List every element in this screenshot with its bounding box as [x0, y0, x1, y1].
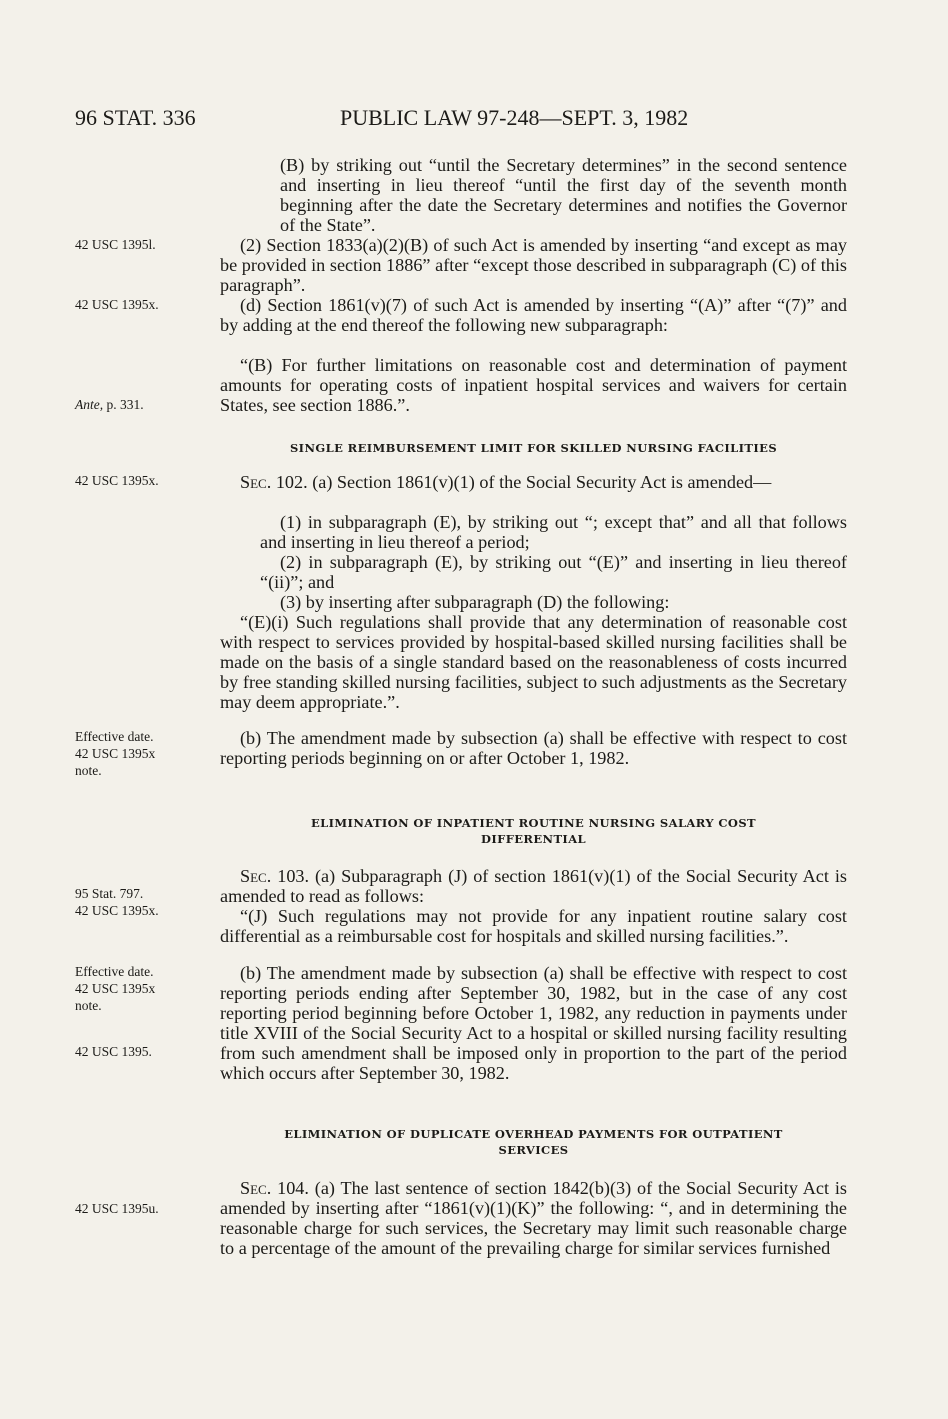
- section-heading-103: ELIMINATION OF INPATIENT ROUTINE NURSING SALARY COST DIFFERENTIAL: [311, 816, 756, 846]
- margin-note-2: 42 USC 1395x.: [75, 297, 159, 312]
- running-head: PUBLIC LAW 97-248—SEPT. 3, 1982: [340, 105, 689, 130]
- margin-note-4: 42 USC 1395x.: [75, 473, 159, 488]
- section-102-item-1: (1) in subparagraph (E), by striking out “; except that” and all that follows and inserting in lieu thereof a period;: [260, 512, 847, 552]
- section-102-item-3: (3) by inserting after subparagraph (D) the following:: [280, 592, 670, 612]
- paragraph-2-section-1833: (2) Section 1833(a)(2)(B) of such Act is amended by inserting “and except as may be provided in section 1886” after “except those described in subparagraph (C) of this paragraph”.: [220, 235, 847, 295]
- margin-note-7: Effective date. 42 USC 1395x note.: [75, 964, 156, 1013]
- margin-note-9: 42 USC 1395u.: [75, 1201, 159, 1216]
- section-102-item-2: (2) in subparagraph (E), by striking out “(E)” and inserting in lieu thereof “(ii)”; and: [260, 552, 847, 592]
- margin-note-8: 42 USC 1395.: [75, 1044, 152, 1059]
- margin-note-1: 42 USC 1395l.: [75, 237, 156, 252]
- section-104-text: Sec. 104. (a) The last sentence of section 1842(b)(3) of the Social Security Act is amended by inserting after “1861(v)(1)(K)” the following: “, and in determining the reasonable charge for such services, the Secretary may limit such reasonable charge to a percentage of the amount of the prevailing charge for similar services furnished: [220, 1178, 847, 1258]
- margin-note-3: Ante, p. 331.: [75, 397, 144, 412]
- section-103-regulation-text: “(J) Such regulations may not provide for any inpatient routine salary cost differential as a reimbursable cost for hospitals and skilled nursing facilities.”.: [220, 906, 847, 946]
- section-heading-104: ELIMINATION OF DUPLICATE OVERHEAD PAYMENTS FOR OUTPATIENT SERVICES: [284, 1127, 783, 1157]
- section-102-effective-date: (b) The amendment made by subsection (a) shall be effective with respect to cost reporting periods beginning on or after October 1, 1982.: [220, 728, 847, 768]
- margin-note-6: 95 Stat. 797. 42 USC 1395x.: [75, 886, 159, 918]
- paragraph-b-striking: (B) by striking out “until the Secretary determines” in the second sentence and inserting in lieu thereof “until the first day of the seventh month beginning after the date the Secretary determines and notifies the Governor of the State”.: [280, 155, 847, 235]
- margin-note-5: Effective date. 42 USC 1395x note.: [75, 729, 156, 778]
- statute-page-number: 96 STAT. 336: [75, 105, 196, 130]
- section-102-intro: Sec. 102. (a) Section 1861(v)(1) of the Social Security Act is amended—: [240, 472, 772, 492]
- section-103-intro: Sec. 103. (a) Subparagraph (J) of section 1861(v)(1) of the Social Security Act is amended to read as follows:: [220, 866, 847, 906]
- section-103-effective-date: (b) The amendment made by subsection (a) shall be effective with respect to cost reporting periods ending after September 30, 1982, but in the case of any cost reporting period beginning before October 1, 1982, any reduction in payments under title XVIII of the Social Security Act to a hospital or skilled nursing facility resulting from such amendment shall be imposed only in proportion to the part of the period which occurs after September 30, 1982.: [220, 963, 847, 1083]
- section-102-regulation-text: “(E)(i) Such regulations shall provide that any determination of reasonable cost with respect to services provided by hospital-based skilled nursing facilities shall be made on the basis of a single standard based on the reasonableness of costs incurred by free standing skilled nursing facilities, subject to such adjustments as the Secretary may deem appropriate.”.: [220, 612, 847, 712]
- paragraph-b-further-limitations: “(B) For further limitations on reasonable cost and determination of payment amounts for operating costs of inpatient hospital services and waivers for certain States, see section 1886.”.: [220, 355, 847, 415]
- section-heading-102: SINGLE REIMBURSEMENT LIMIT FOR SKILLED NURSING FACILITIES: [289, 441, 778, 455]
- paragraph-d-section-1861: (d) Section 1861(v)(7) of such Act is amended by inserting “(A)” after “(7)” and by adding at the end thereof the following new subparagraph:: [220, 295, 847, 335]
- page-header: [0, 105, 948, 139]
